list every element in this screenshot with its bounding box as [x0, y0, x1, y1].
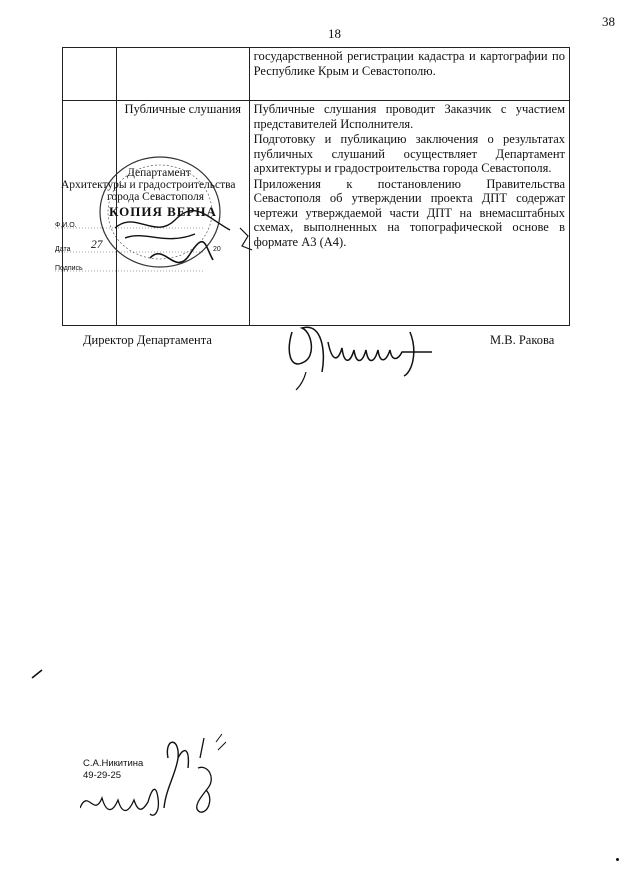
margin-mark-icon [30, 668, 46, 680]
corner-number: 38 [602, 14, 615, 29]
footer-signatures-icon [80, 728, 260, 838]
stamp-title: КОПИЯ ВЕРНА [109, 204, 217, 219]
stamp-date-day: 27 [91, 239, 103, 251]
stamp-sign-label: Подпись [55, 265, 83, 272]
signer-name: М.В. Ракова [490, 333, 555, 347]
stamp-line: Архитектуры и градостроительства [61, 179, 236, 191]
table-cell [63, 48, 117, 101]
cell-paragraph: государственной регистрации кадастра и картографии по Республике Крым и Севастополю. [253, 49, 565, 78]
page-number: 18 [328, 26, 341, 41]
stamp-fio-label: Ф.И.О. [55, 222, 77, 229]
stamp-line: города Севастополя [107, 191, 204, 203]
cell-paragraph: Публичные слушания проводит Заказчик с участием представителей Исполнителя. [253, 102, 565, 131]
table-row [63, 48, 570, 101]
topic-label: Публичные слушания [124, 102, 242, 116]
cell-paragraph: Приложения к постановлению Правительства Севастополя об утверждении проекта ДПТ содержат чертежи утверждаемой части ДПТ на внемасштабных схемах, выполненных на топографической основе в формате А3 (А4). [253, 176, 565, 249]
signer-position: Директор Департамента [83, 333, 212, 347]
stamp-line: Департамент [127, 167, 191, 179]
margin-dot [616, 858, 619, 861]
table-cell [249, 48, 569, 101]
copy-certified-stamp [55, 150, 265, 290]
executor-phone: 49-29-25 [83, 770, 122, 781]
stamp-date-label: Дата [55, 246, 71, 253]
stamp-date-year: 20 [213, 246, 221, 253]
executor-name: С.А.Никитина [83, 758, 144, 769]
table-cell [116, 48, 249, 101]
cell-paragraph: Подготовку и публикацию заключения о результатах публичных слушаний осуществляет Департамент архитектуры и градостроительства города Севастополя. [253, 132, 565, 175]
table-cell [249, 101, 569, 326]
director-signature-icon [282, 312, 462, 392]
stamp-signature-icon [55, 150, 265, 290]
